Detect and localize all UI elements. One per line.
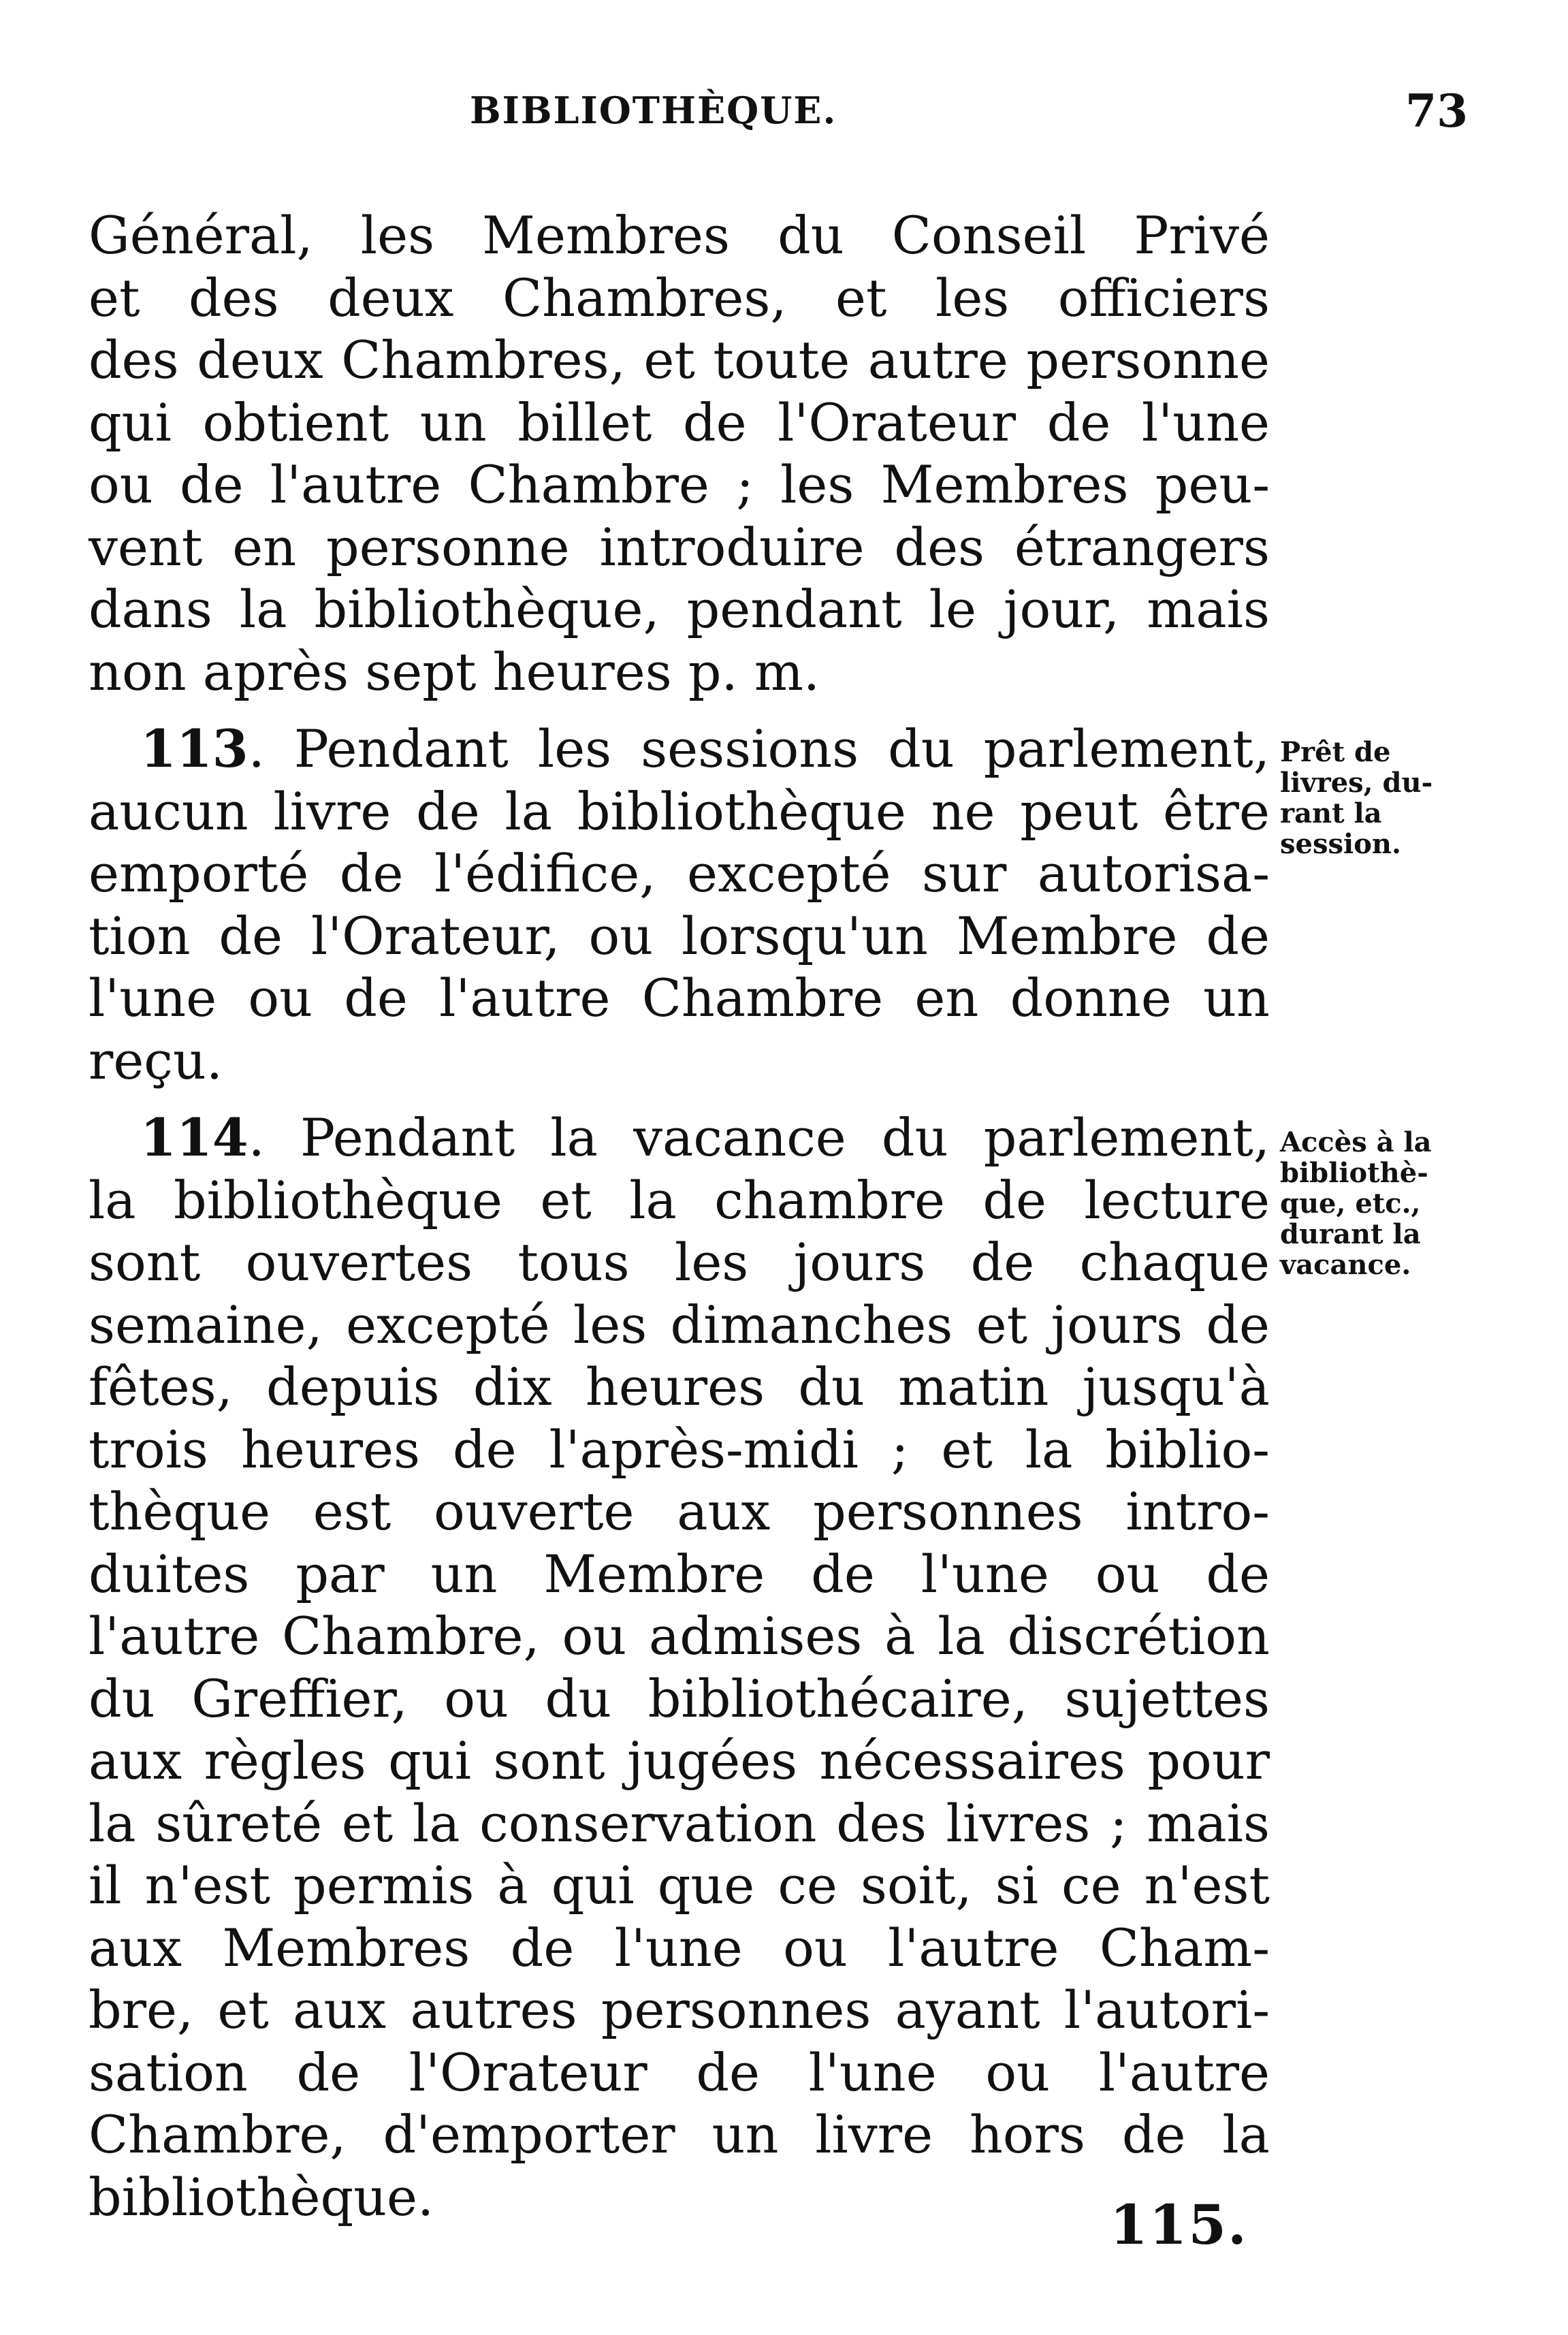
section-number: 114 [140,1107,249,1168]
section-number: 113 [140,718,249,779]
margin-note-section-113 [1280,737,1505,859]
margin-note-line: vacance. [1280,1249,1411,1281]
text-line: aux Membres de l'une ou l'autre Cham- [89,1917,1270,1978]
section-113 [89,718,1270,1092]
section-114 [89,1107,1270,2228]
continuation-paragraph [89,204,1270,703]
section-first-line-text: . Pendant la vacance du parlement, [248,1107,1270,1168]
margin-note-line: rant la [1280,797,1382,829]
text-line: bre, et aux autres personnes ayant l'autori- [89,1980,1270,2040]
text-line: ou de l'autre Chambre ; les Membres peu- [89,454,1270,515]
text-line: la bibliothèque et la chambre de lecture [89,1169,1270,1230]
text-line: vent en personne introduire des étrangers [89,516,1270,577]
margin-note-line: Prêt de [1280,736,1391,768]
text-line: duites par un Membre de l'une ou de [89,1543,1270,1604]
text-line: l'autre Chambre, ou admises à la discrétion [89,1606,1270,1666]
margin-note-line: que, etc., [1280,1188,1421,1220]
text-line: l'une ou de l'autre Chambre en donne un [89,968,1270,1028]
page-number: 73 [1405,84,1468,138]
text-line: semaine, excepté les dimanches et jours de [89,1294,1270,1355]
text-line: non après sept heures p. m. [89,641,820,702]
text-line: sont ouvertes tous les jours de chaque [89,1232,1270,1292]
text-line: qui obtient un billet de l'Orateur de l'une [89,392,1270,453]
text-line: reçu. [89,1030,223,1091]
margin-note-line: Accès à la [1280,1126,1432,1158]
text-line: et des deux Chambres, et les officiers [89,267,1270,328]
text-line: des deux Chambres, et toute autre personne [89,330,1270,390]
text-line: aucun livre de la bibliothèque ne peut être [89,780,1270,842]
text-line: Général, les Membres du Conseil Privé [89,205,1270,266]
text-line: bibliothèque. [89,2166,434,2227]
margin-note-line: session. [1280,828,1401,860]
text-line: fêtes, depuis dix heures du matin jusqu'à [89,1356,1270,1417]
section-first-line [89,718,1270,780]
text-line: thèque est ouverte aux personnes intro- [89,1481,1270,1542]
margin-note-section-114 [1280,1127,1505,1280]
text-line: sation de l'Orateur de l'une ou l'autre [89,2042,1270,2103]
text-line: du Greffier, ou du bibliothécaire, sujettes [89,1668,1270,1729]
margin-note-line: durant la [1280,1218,1421,1250]
catchword: 115. [1110,2193,1248,2257]
text-line: aux règles qui sont jugées nécessaires pour [89,1730,1270,1791]
text-line: dans la bibliothèque, pendant le jour, mais [89,579,1270,639]
body-text [89,204,1270,2228]
text-line: Chambre, d'emporter un livre hors de la [89,2104,1270,2165]
text-line: trois heures de l'après-midi ; et la biblio- [89,1418,1270,1480]
text-line: il n'est permis à qui que ce soit, si ce n'est [89,1855,1270,1916]
margin-note-line: livres, du- [1280,767,1433,799]
section-first-line [89,1107,1270,1169]
section-first-line-text: . Pendant les sessions du parlement, [248,718,1270,779]
text-line: emporté de l'édifice, excepté sur autorisa- [89,843,1270,904]
running-title: BIBLIOTHÈQUE. [470,89,837,132]
text-line: la sûreté et la conservation des livres ; mais [89,1792,1270,1854]
margin-note-line: bibliothè- [1280,1157,1428,1189]
text-line: tion de l'Orateur, ou lorsqu'un Membre de [89,905,1270,966]
running-head [0,84,1568,150]
